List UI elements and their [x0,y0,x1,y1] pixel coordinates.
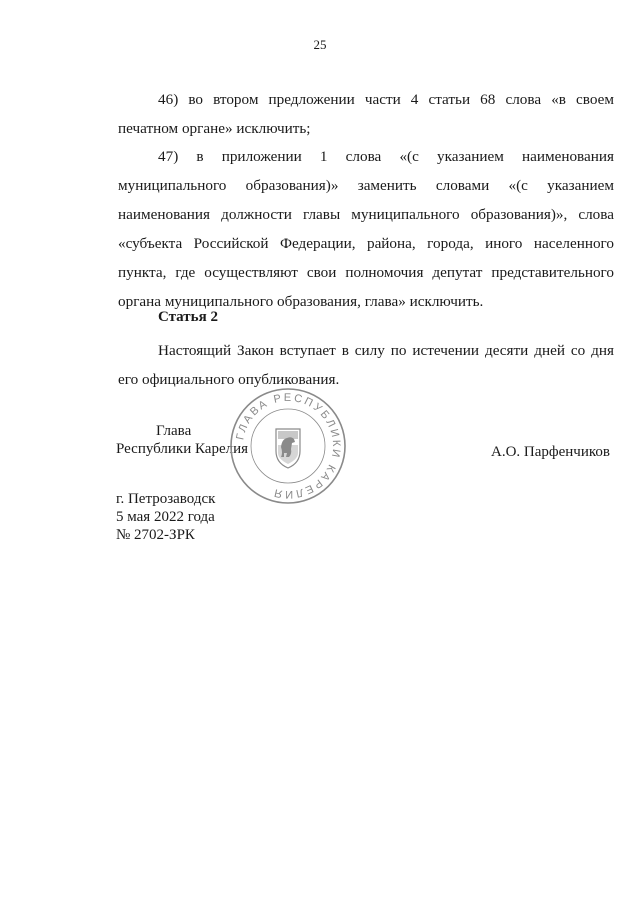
page-number: 25 [313,37,327,52]
issue-date: 5 мая 2022 года [116,509,215,525]
seal-circular-text: ГЛАВА РЕСПУБЛИКИ КАРЕЛИЯ [234,391,343,501]
issue-details [116,490,215,544]
signatory-name: А.О. Парфенчиков [491,444,610,460]
position-line-2: Республики Карелия [116,441,249,457]
paragraph-item-46: 46) во втором предложении части 4 статьи 68 слова «в своем печатном органе» исключить; [118,91,614,137]
article-2-heading: Статья 2 [158,309,218,325]
coat-of-arms-bear-icon [276,429,300,468]
article-2-text: Настоящий Закон вступает в силу по истечении десяти дней со дня его официального опубликования. [118,342,614,388]
official-seal-stamp [229,387,347,505]
issue-place: г. Петрозаводск [116,491,216,507]
paragraph-item-47: 47) в приложении 1 слова «(с указанием наименования муниципального образования)» заменить словами «(с указанием наименования должности главы муниципального образования)», слова «субъекта Российской Федерации, района, города, иного населенного пункта, где осуществляют свои полномочия депутат представительного органа муниципального образования, глава» исключить. [118,148,614,310]
law-number: № 2702-ЗРК [116,527,195,543]
position-line-1: Глава [156,423,192,439]
